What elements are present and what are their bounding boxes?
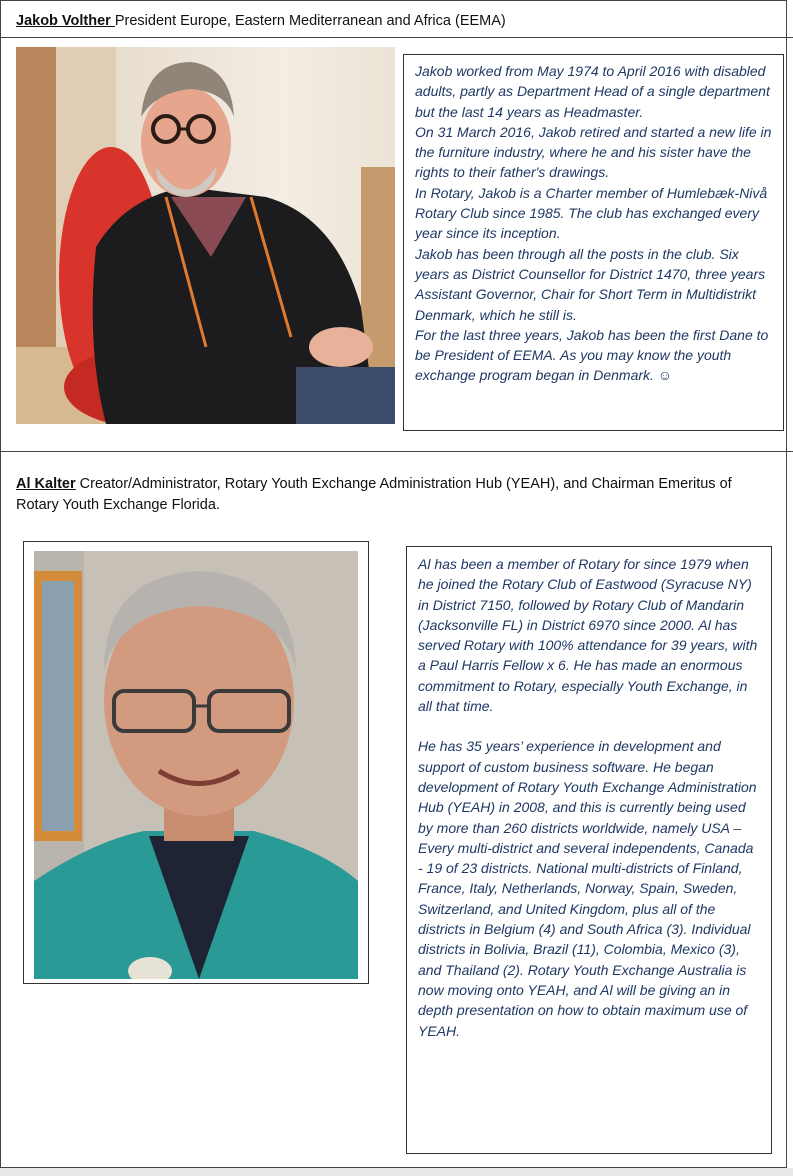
person2-bio-paragraph: Al has been a member of Rotary for since 1979 when he joined the Rotary Club of Eastwood (Syracuse NY) in District 7150, followed by Rotary Club of Mandarin (Jacksonville FL) in District 6970 since 2000. Al has served Rotary with 100% attendance for 39 years, with a Paul Harris Fellow x 6. He has made an enormous commitment to Rotary, especially Youth Exchange, in all that time. xyxy=(418,556,758,715)
person2-title: Creator/Administrator, Rotary Youth Exchange Administration Hub (YEAH), and Chairman Emeritus of Rotary Youth Exchange Florida. xyxy=(16,476,732,513)
person1-name: Jakob Volther xyxy=(16,13,115,29)
person1-bio-paragraph: Jakob worked from May 1974 to April 2016 with disabled adults, partly as Department Head of a single department but the last 14 years as Headmaster. xyxy=(415,63,770,120)
person1-photo xyxy=(16,47,395,424)
person2-bio-box xyxy=(406,546,772,1154)
person1-bio-paragraph: In Rotary, Jakob is a Charter member of Humlebæk-Nivå Rotary Club since 1985. The club has exchanged every year since its inception. xyxy=(415,184,768,242)
person1-bio-box xyxy=(403,54,784,431)
bottom-scroll-area xyxy=(0,1168,793,1176)
person1-heading xyxy=(16,11,776,32)
person1-bio-paragraph: On 31 March 2016, Jakob retired and started a new life in the furniture industry, where he and his sister have the rights to their father's drawings. xyxy=(415,123,772,181)
paragraph-gap xyxy=(418,716,761,736)
person2-photo xyxy=(34,551,358,979)
divider-middle xyxy=(0,451,793,452)
person1-title: President Europe, Eastern Mediterranean and Africa (EEMA) xyxy=(114,13,506,29)
divider-top xyxy=(0,37,793,38)
person2-bio-paragraph: He has 35 years’ experience in development and support of custom business software. He began development of Rotary Youth Exchange Administration Hub (YEAH) in 2008, and this is currently being used by more than 260 districts worldwide, namely USA – Every multi-district and several independents, Canada - 19 of 23 districts. National multi-districts of Finland, France, Italy, Netherlands, Norway, Spain, Sweden, Switzerland, and United Kingdom, plus all of the districts in Belgium (4) and South Africa (3). Individual districts in Bolivia, Brazil (11), Colombia, Mexico (3), and Thailand (2). Rotary Youth Exchange Australia is now moving onto YEAH, and Al will be giving an in depth presentation on how to obtain maximum use of YEAH. xyxy=(418,738,757,1039)
person2-heading xyxy=(16,474,776,516)
person2-photo-frame xyxy=(23,541,369,984)
person1-bio-paragraph: For the last three years, Jakob has been the first Dane to be President of EEMA. As you may know the youth exchange program began in Denmark. ☺ xyxy=(415,326,769,384)
person2-name: Al Kalter xyxy=(16,476,76,492)
person1-bio-paragraph: Jakob has been through all the posts in the club. Six years as District Counsellor for District 1470, three years Assistant Governor, Chair for Short Term in Multidistrikt Denmark, which he still is. xyxy=(415,245,766,323)
